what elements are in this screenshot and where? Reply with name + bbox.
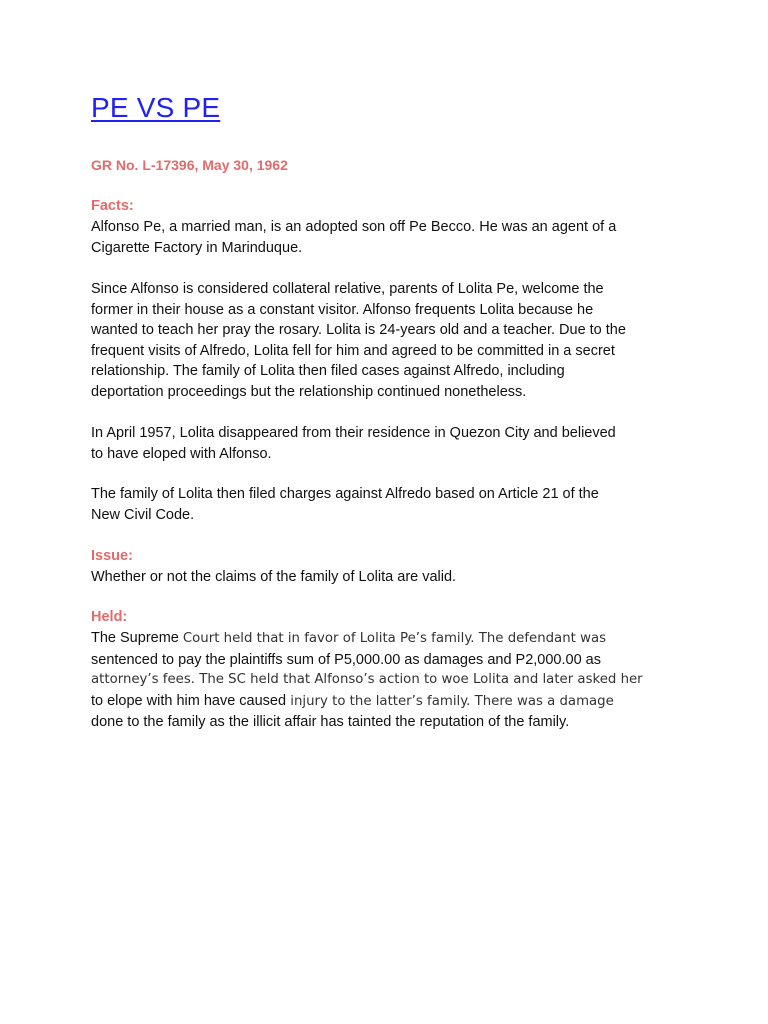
text-line: relationship. The family of Lolita then filed cases against Alfredo, including xyxy=(91,363,565,379)
text-line: Alfonso Pe, a married man, is an adopted son off Pe Becco. He was an agent of a xyxy=(91,219,617,235)
text-run: Court held that in favor of Lolita Pe’s family. The defendant was xyxy=(182,631,607,646)
text-run: to elope with him have caused xyxy=(91,692,287,709)
facts-paragraph-2 xyxy=(91,279,686,402)
facts-paragraph-3 xyxy=(91,423,686,464)
text-line: New Civil Code. xyxy=(91,506,195,523)
text-line: Whether or not the claims of the family of Lolita are valid. xyxy=(91,569,457,585)
held-paragraph xyxy=(91,628,686,733)
text-line: attorney’s fees. The SC held that Alfonso’s action to woe Lolita and later asked her xyxy=(91,672,643,687)
issue-paragraph xyxy=(91,567,686,588)
text-line: In April 1957, Lolita disappeared from their residence in Quezon City and believed xyxy=(91,425,616,441)
text-line: to have eloped with Alfonso. xyxy=(91,445,272,462)
text-line: Cigarette Factory in Marinduque. xyxy=(91,239,303,256)
held-heading: Held: xyxy=(91,609,128,625)
text-line: former in their house as a constant visitor. Alfonso frequents Lolita because he xyxy=(91,301,594,318)
case-reference: GR No. L-17396, May 30, 1962 xyxy=(91,157,288,173)
facts-heading: Facts: xyxy=(91,198,134,214)
document-title[interactable]: PE VS PE xyxy=(91,92,221,123)
text-line: The family of Lolita then filed charges against Alfredo based on Article 21 of the xyxy=(91,486,599,502)
text-line xyxy=(91,691,686,713)
text-run: The Supreme xyxy=(91,630,183,646)
text-line xyxy=(91,628,686,650)
text-line: Since Alfonso is considered collateral relative, parents of Lolita Pe, welcome the xyxy=(91,281,604,297)
text-run: injury to the latter’s family. There was a damage xyxy=(286,693,614,709)
text-line: frequent visits of Alfredo, Lolita fell for him and agreed to be committed in a secret xyxy=(91,342,615,359)
text-line: deportation proceedings but the relationship continued nonetheless. xyxy=(91,383,527,400)
text-line: done to the family as the illicit affair has tainted the reputation of the family. xyxy=(91,714,570,730)
text-line: wanted to teach her pray the rosary. Lolita is 24-years old and a teacher. Due to the xyxy=(91,322,626,338)
text-line: sentenced to pay the plaintiffs sum of P5,000.00 as damages and P2,000.00 as xyxy=(91,651,601,668)
issue-heading: Issue: xyxy=(91,548,133,564)
facts-paragraph-1 xyxy=(91,217,686,258)
facts-paragraph-4 xyxy=(91,484,686,525)
